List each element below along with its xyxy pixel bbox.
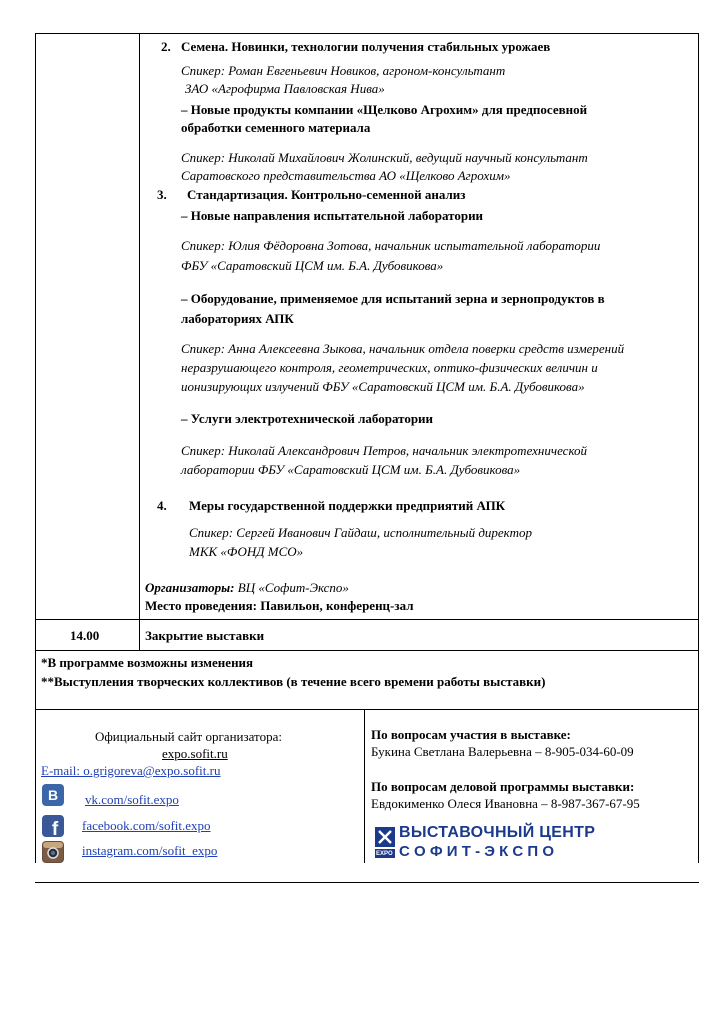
organizers-value: ВЦ «Софит-Экспо» <box>234 580 349 595</box>
item3-speaker2-line2: неразрушающего контроля, геометрических, оптико-физических величин и <box>181 360 598 375</box>
item2-speaker1-line2: ЗАО «Агрофирма Павловская Нива» <box>185 81 385 96</box>
row-divider-2 <box>35 650 699 651</box>
logo-line2: С О Ф И Т - Э К С П О <box>399 843 555 860</box>
item3-speaker3-line1: Спикер: Николай Александрович Петров, начальник электротехнической <box>181 443 588 458</box>
closing-title: Закрытие выставки <box>145 628 265 643</box>
note-performances: **Выступления творческих коллективов (в течение всего времени работы выставки) <box>41 674 546 689</box>
participation-contact: Букина Светлана Валерьевна – 8-905-034-60-09 <box>371 744 634 759</box>
logo-badge: EXPO <box>376 851 393 857</box>
organizers-line <box>145 579 349 596</box>
column-divider <box>139 33 140 650</box>
item3-number: 3. <box>157 187 167 202</box>
item2-speaker2-line1: Спикер: Николай Михайлович Жолинский, ведущий научный консультант <box>181 150 588 165</box>
logo-line1: ВЫСТАВОЧНЫЙ ЦЕНТР <box>399 824 596 841</box>
item3-speaker2-line1: Спикер: Анна Алексеевна Зыкова, начальник отдела поверки средств измерений <box>181 341 625 356</box>
item2-speaker1-line1: Спикер: Роман Евгеньевич Новиков, агроном-консультант <box>181 63 506 78</box>
closing-time: 14.00 <box>70 628 100 643</box>
participation-label: По вопросам участия в выставке: <box>371 727 571 742</box>
footer-column-divider <box>364 709 365 863</box>
item2-speaker2-line2: Саратовского представительства АО «Щелково Агрохим» <box>181 168 511 183</box>
table-top-border <box>35 33 699 34</box>
item3-talk2-line1: – Оборудование, применяемое для испытаний зерна и зернопродуктов в <box>181 291 605 306</box>
table-left-border <box>35 33 36 863</box>
email-link[interactable]: E-mail: o.grigoreva@expo.sofit.ru <box>41 763 221 778</box>
organizers-label: Организаторы: <box>145 580 235 595</box>
item3-speaker3-line2: лаборатории ФБУ «Саратовский ЦСМ им. Б.А. Дубовикова» <box>181 462 521 477</box>
table-right-border <box>698 33 699 863</box>
instagram-icon[interactable] <box>42 841 64 863</box>
business-label: По вопросам деловой программы выставки: <box>371 779 635 794</box>
item3-speaker1-line2: ФБУ «Саратовский ЦСМ им. Б.А. Дубовикова» <box>181 258 444 273</box>
item3-talk2-line2: лабораториях АПК <box>181 311 294 326</box>
page-bottom-rule <box>35 882 699 883</box>
item4-speaker1-line1: Спикер: Сергей Иванович Гайдаш, исполнительный директор <box>189 525 532 540</box>
item3-talk1: – Новые направления испытательной лаборатории <box>181 208 484 223</box>
item2-talk2-line1: – Новые продукты компании «Щелково Агрохим» для предпосевной <box>181 102 588 117</box>
venue: Место проведения: Павильон, конференц-зал <box>145 598 414 613</box>
item4-speaker1-line2: МКК «ФОНД МСО» <box>189 544 304 559</box>
facebook-link[interactable]: facebook.com/sofit.expo <box>82 818 211 833</box>
row-divider-1 <box>35 619 699 620</box>
item4-number: 4. <box>157 498 167 513</box>
vk-icon[interactable] <box>42 784 64 806</box>
item2-talk2-line2: обработки семенного материала <box>181 120 371 135</box>
item3-speaker1-line1: Спикер: Юлия Фёдоровна Зотова, начальник испытательной лаборатории <box>181 238 601 253</box>
item4-title: Меры государственной поддержки предприятий АПК <box>189 498 506 513</box>
sofit-expo-logo <box>374 826 644 862</box>
facebook-icon[interactable] <box>42 815 64 837</box>
site-link[interactable]: expo.sofit.ru <box>162 746 228 761</box>
vk-link[interactable]: vk.com/sofit.expo <box>85 792 179 807</box>
business-contact: Евдокименко Олеся Ивановна – 8-987-367-67-95 <box>371 796 640 811</box>
item3-talk3: – Услуги электротехнической лаборатории <box>181 411 434 426</box>
instagram-link[interactable]: instagram.com/sofit_expo <box>82 843 218 858</box>
svg-text:f: f <box>51 819 59 837</box>
item3-title: Стандартизация. Контрольно-семенной анализ <box>187 187 466 202</box>
svg-text:В: В <box>47 787 59 803</box>
row-divider-3 <box>35 709 699 710</box>
item2-title: Семена. Новинки, технологии получения стабильных урожаев <box>181 39 551 54</box>
site-label: Официальный сайт организатора: <box>95 729 282 744</box>
item2-number: 2. <box>161 39 171 54</box>
item3-speaker2-line3: ионизирующих излучений ФБУ «Саратовский ЦСМ им. Б.А. Дубовикова» <box>181 379 585 394</box>
note-changes: *В программе возможны изменения <box>41 655 254 670</box>
